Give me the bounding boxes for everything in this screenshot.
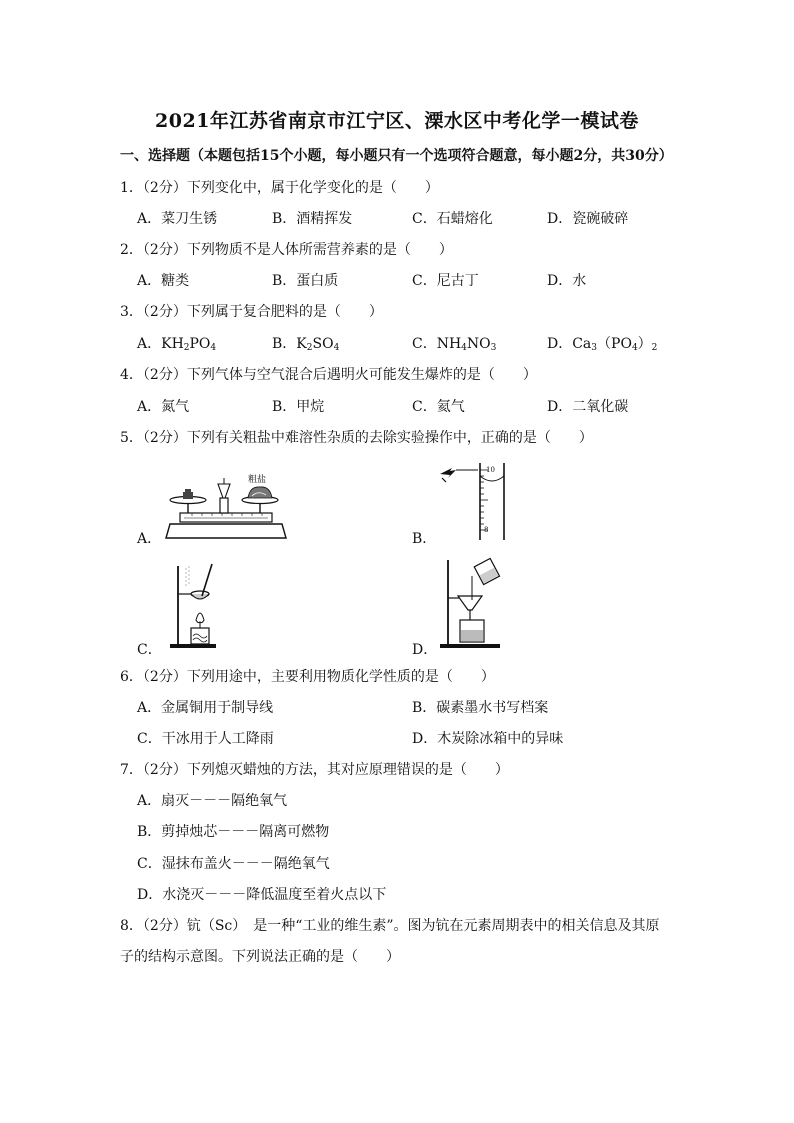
q5-option-d: D． — [412, 642, 438, 658]
question-4: 4．（2分）下列气体与空气混合后遇明火可能发生爆炸的是（ ） — [120, 367, 537, 383]
q1-option-a: A．菜刀生锈 — [137, 211, 218, 227]
question-6: 6．（2分）下列用途中，主要利用物质化学性质的是（ ） — [120, 669, 495, 685]
q7-option-a: A．扇灭－－－隔绝氧气 — [137, 793, 288, 809]
salt-label: 粗盐 — [248, 475, 267, 485]
figure-balance — [162, 468, 292, 544]
section-heading: 一、选择题（本题包括15个小题，每小题只有一个选项符合题意，每小题2分，共30分） — [120, 148, 673, 164]
q2-option-a: A．糖类 — [137, 273, 190, 289]
q1-option-c: C．石蜡熔化 — [412, 211, 493, 227]
q5-option-b: B． — [412, 531, 437, 547]
q6-option-a: A．金属铜用于制导线 — [137, 700, 274, 716]
q2-option-b: B．蛋白质 — [272, 273, 339, 289]
question-3: 3．（2分）下列属于复合肥料的是（ ） — [120, 304, 383, 320]
question-7: 7．（2分）下列熄灭蜡烛的方法，其对应原理错误的是（ ） — [120, 762, 509, 778]
question-8-line-2: 子的结构示意图。下列说法正确的是（ ） — [120, 949, 400, 965]
question-2: 2．（2分）下列物质不是人体所需营养素的是（ ） — [120, 242, 453, 258]
page-title: 2021年江苏省南京市江宁区、溧水区中考化学一模试卷 — [155, 110, 639, 132]
q2-option-c: C．尼古丁 — [412, 273, 479, 289]
q1-option-d: D．瓷碗破碎 — [547, 211, 629, 227]
q7-option-b: B．剪掉烛芯－－－隔离可燃物 — [137, 824, 330, 840]
question-8: 8．（2分）钪（Sc） 是一种“工业的维生素”。图为钪在元素周期表中的相关信息及其原 — [120, 918, 660, 934]
q3-option-c: C．$NH_4NO_3$ — [412, 336, 497, 353]
q3-option-b: B．$K_2SO_4$ — [272, 336, 340, 353]
q4-option-a: A．氮气 — [137, 399, 190, 415]
q4-option-b: B．甲烷 — [272, 399, 325, 415]
q4-option-c: C．氦气 — [412, 399, 465, 415]
question-5: 5．（2分）下列有关粗盐中难溶性杂质的去除实验操作中，正确的是（ ） — [120, 430, 593, 446]
q6-option-d: D．木炭除冰箱中的异味 — [412, 731, 564, 747]
q1-option-b: B．酒精挥发 — [272, 211, 353, 227]
q5-option-a: A． — [137, 531, 162, 547]
q4-option-d: D．二氧化碳 — [547, 399, 629, 415]
figure-filtration — [438, 556, 508, 650]
q3-option-a: A．$KH_2PO_4$ — [137, 336, 217, 353]
q6-option-c: C．干冰用于人工降雨 — [137, 731, 274, 747]
q3-option-d: D．$Ca_3(PO_4)_2$ — [547, 336, 658, 353]
q5-option-c: C． — [137, 642, 162, 658]
figure-graduated-cylinder — [436, 460, 516, 544]
q7-option-d: D．水浇灭－－－降低温度至着火点以下 — [137, 887, 387, 903]
q6-option-b: B．碳素墨水书写档案 — [412, 700, 549, 716]
cylinder-mark-10: 10 — [486, 466, 495, 474]
cylinder-mark-8: 8 — [484, 526, 489, 534]
question-1: 1．（2分）下列变化中，属于化学变化的是（ ） — [120, 180, 439, 196]
q7-option-c: C．湿抹布盖火－－－隔绝氧气 — [137, 856, 330, 872]
q2-option-d: D．水 — [547, 273, 587, 289]
figure-evaporation — [168, 560, 218, 650]
